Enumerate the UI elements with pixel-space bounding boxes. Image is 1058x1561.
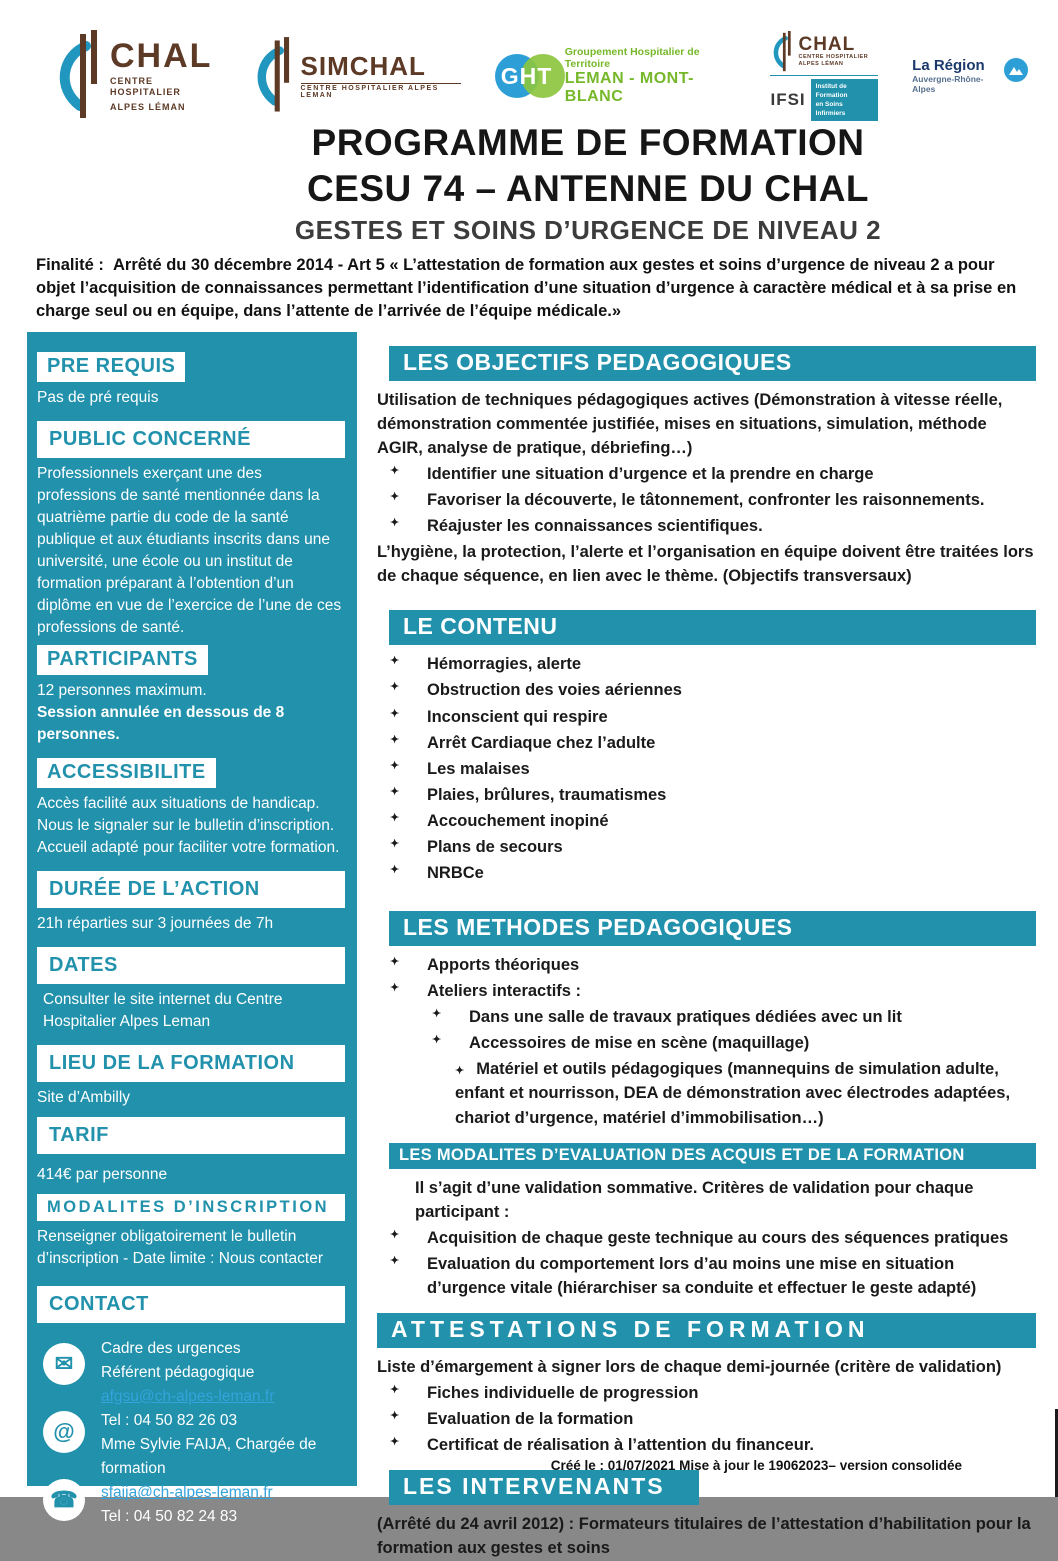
public-concerne-text: Professionnels exerçant une des professions de santé mentionnée dans la quatrième partie du code de la santé publique et aux étudiants inscrits dans une université, une école ou un institut de formation préparant à l’obtention d’un diplôme en vue de l’exercice de l’une de ces professions de santé.	[37, 464, 342, 636]
pre-requis-text: Pas de pré requis	[37, 388, 159, 406]
tarif-text: 414€ par personne	[37, 1165, 168, 1183]
ifsi-acronym: IFSI	[770, 90, 806, 109]
heading-public-concerne: PUBLIC CONCERNÉ	[37, 421, 345, 458]
simchal-logo-sub: CENTRE HOSPITALIER ALPES LEMAN	[301, 83, 461, 99]
contact-role1: Cadre des urgences	[101, 1339, 241, 1357]
ifsi-inst2: en Soins Infirmiers	[815, 101, 846, 118]
objectifs-item: ✦ Identifier une situation d’urgence et la prendre en charge	[377, 462, 1036, 486]
email-link-sfaija[interactable]: sfaija@ch-alpes-leman.fr	[101, 1483, 273, 1501]
email-link-afgsu[interactable]: afgsu@ch-alpes-leman.fr	[101, 1387, 275, 1405]
contenu-item: ✦ Arrêt Cardiaque chez l’adulte	[377, 731, 1036, 755]
page-title-line1: PROGRAMME DE FORMATION	[311, 122, 865, 163]
attestations-item: ✦ Certificat de réalisation à l’attention du financeur.	[377, 1433, 1036, 1457]
duree-text: 21h réparties sur 3 journées de 7h	[37, 914, 274, 932]
section-methodes	[377, 911, 1036, 1130]
section-contact	[37, 1286, 345, 1529]
simchal-logo	[251, 33, 461, 119]
chal-logo-sub2: ALPES LÉMAN	[110, 101, 186, 112]
participants-text-bold: Session annulée en dessous de 8 personnes.	[37, 703, 285, 743]
methodes-item: ✦ Apports théoriques	[377, 953, 1036, 977]
ght-logo-line1: Groupement Hospitalier de Territoire	[564, 46, 700, 70]
at-icon: @	[43, 1411, 85, 1453]
chal-logo-sub1: CENTRE HOSPITALIER	[110, 76, 181, 98]
objectifs-item: ✦ Réajuster les connaissances scientifiques.	[377, 514, 1036, 538]
heading-participants: PARTICIPANTS	[37, 645, 208, 675]
heading-intervenants: LES INTERVENANTS	[389, 1470, 699, 1505]
ifsi-inst1: Institut de Formation	[815, 82, 848, 99]
section-participants	[37, 645, 345, 746]
section-dates	[37, 947, 345, 1033]
heading-contenu: LE CONTENU	[389, 610, 1036, 645]
section-objectifs	[377, 346, 1036, 589]
contenu-item: ✦ Hémorragies, alerte	[377, 652, 1036, 676]
contenu-item: ✦ Les malaises	[377, 757, 1036, 781]
heading-accessibilite: ACCESSIBILITE	[37, 758, 216, 788]
section-modalites-inscription	[37, 1194, 345, 1270]
heading-objectifs: LES OBJECTIFS PEDAGOGIQUES	[389, 346, 1036, 381]
chal-logo	[52, 30, 217, 122]
region-line1: La Région	[912, 56, 985, 74]
mail-icon: ✉	[43, 1343, 85, 1385]
finalite-text: Arrêté du 30 décembre 2014 - Art 5 « L’attestation de formation aux gestes et soins d’urgence de niveau 2 a pour objet l’acquisition de connaissances permettant l’identification d’une situation d’urgence à caractère médical et à sa prise en charge seul ou en équipe, dans l’attente de l’arrivée de l’équipe médicale.»	[36, 255, 1017, 321]
sidebar	[27, 332, 357, 1525]
lieu-text: Site d’Ambilly	[37, 1088, 131, 1106]
participants-text: 12 personnes maximum.	[37, 681, 207, 699]
document-footer: Créé le : 01/07/2021 Mise à jour le 19062023– version consolidée	[550, 1458, 962, 1473]
main-content	[377, 346, 1036, 1558]
contact-block	[37, 1337, 345, 1529]
heading-dates: DATES	[37, 947, 345, 984]
simchal-logo-mark	[251, 33, 295, 119]
contenu-item: ✦ Obstruction des voies aériennes	[377, 678, 1036, 702]
contenu-item: ✦ NRBCe	[377, 861, 1036, 885]
accessibilite-text: Accès facilité aux situations de handicap. Nous le signaler sur le bulletin d’inscription. Accueil adapté pour faciliter votre formation.	[37, 794, 340, 856]
heading-modalites-inscription: MODALITES D’INSCRIPTION	[37, 1194, 345, 1221]
contact-role2: Référent pédagogique	[101, 1363, 255, 1381]
modalites-evaluation-intro: Il s’agit d’une validation sommative. Critères de validation pour chaque participant :	[415, 1178, 974, 1221]
section-lieu	[37, 1045, 345, 1109]
methodes-sub-sub-item: ✦ Matériel et outils pédagogiques (mannequins de simulation adulte, enfant et nourrisson, DEA de démonstration avec électrodes adaptées, chariot d’urgence, matériel d’immobilisation…)	[455, 1057, 1036, 1129]
contenu-item: ✦ Inconscient qui respire	[377, 705, 1036, 729]
methodes-item: ✦ Ateliers interactifs :	[377, 979, 1036, 1003]
contact-person: Mme Sylvie FAIJA, Chargée de formation	[101, 1435, 317, 1477]
modalites-evaluation-item: ✦ Acquisition de chaque geste technique au cours des séquences pratiques	[377, 1226, 1036, 1250]
finalite-label: Finalité :	[36, 255, 104, 274]
section-contenu	[377, 610, 1036, 885]
chal-logo-name: CHAL	[110, 37, 213, 76]
section-accessibilite	[37, 758, 345, 859]
section-attestations	[377, 1313, 1036, 1457]
ght-logo-line2: LEMAN - MONT-BLANC	[564, 70, 694, 105]
chal-logo-mark	[52, 30, 104, 122]
simchal-logo-name: SIMCHAL	[300, 51, 426, 81]
heading-duree: DURÉE DE L’ACTION	[37, 871, 345, 908]
region-logo	[912, 58, 1028, 95]
heading-lieu: LIEU DE LA FORMATION	[37, 1045, 345, 1082]
objectifs-item: ✦ Favoriser la découverte, le tâtonnement, confronter les raisonnements.	[377, 488, 1036, 512]
ifsi-chal-sub2: ALPES LÉMAN	[798, 61, 844, 68]
dates-text: Consulter le site internet du Centre Hospitalier Alpes Leman	[43, 990, 283, 1030]
contact-tel1: Tel : 04 50 82 26 03	[101, 1411, 238, 1429]
contenu-item: ✦ Plaies, brûlures, traumatismes	[377, 783, 1036, 807]
mountain-icon	[1004, 58, 1028, 82]
objectifs-outro: L’hygiène, la protection, l’alerte et l’organisation en équipe doivent être traitées lors de chaque séquence, en lien avec le thème. (Objectifs transversaux)	[377, 543, 1034, 586]
title-block	[0, 120, 1058, 246]
ifsi-chal-sub1: CENTRE HOSPITALIER	[798, 54, 869, 61]
heading-contact: CONTACT	[37, 1286, 345, 1323]
heading-pre-requis: PRE REQUIS	[37, 352, 185, 382]
page-subtitle: GESTES ET SOINS D’URGENCE DE NIVEAU 2	[294, 214, 882, 245]
page-title-line2: CESU 74 – ANTENNE DU CHAL	[306, 168, 870, 210]
attestations-item: ✦ Fiches individuelle de progression	[377, 1381, 1036, 1405]
contenu-item: ✦ Accouchement inopiné	[377, 809, 1036, 833]
attestations-item: ✦ Evaluation de la formation	[377, 1407, 1036, 1431]
section-public-concerne	[37, 421, 345, 639]
heading-methodes: LES METHODES PEDAGOGIQUES	[389, 911, 1036, 946]
objectifs-intro: Utilisation de techniques pédagogiques actives (Démonstration à vitesse réelle, démonstration commentée justifiée, mises en situations, simulation, méthode AGIR, analyse de pratique, débriefing…)	[377, 390, 1003, 457]
ifsi-chal-name: CHAL	[798, 34, 856, 56]
ifsi-chal-mark	[770, 31, 794, 73]
region-line2: Auvergne-Rhône-Alpes	[912, 74, 984, 95]
ght-logo-mark	[495, 53, 559, 99]
finalite-paragraph	[36, 254, 1032, 324]
section-intervenants	[377, 1470, 1036, 1560]
intervenants-text: (Arrêté du 24 avril 2012) : Formateurs titulaires de l’attestation d’habilitation pour la formation aux gestes et soins	[377, 1515, 1031, 1558]
ght-logo-acronym: GHT	[500, 63, 553, 89]
modalites-inscription-text: Renseigner obligatoirement le bulletin d’inscription - Date limite : Nous contacter	[37, 1227, 324, 1267]
ght-logo	[495, 46, 737, 106]
phone-icon: ☎	[43, 1479, 85, 1521]
ifsi-logo	[770, 31, 878, 121]
logos-row	[0, 0, 1058, 118]
modalites-evaluation-item: ✦ Evaluation du comportement lors d’au moins une mise en situation d’urgence vitale (hiérarchiser sa conduite et effectuer le geste adapté)	[377, 1252, 1036, 1300]
heading-tarif: TARIF	[37, 1117, 345, 1154]
section-duree	[37, 871, 345, 935]
section-pre-requis	[37, 352, 345, 409]
heading-modalites-evaluation: LES MODALITES D’EVALUATION DES ACQUIS ET DE LA FORMATION	[389, 1143, 1036, 1169]
heading-attestations: ATTESTATIONS DE FORMATION	[377, 1313, 1036, 1348]
section-tarif	[37, 1117, 345, 1186]
section-modalites-evaluation	[377, 1143, 1036, 1300]
contact-tel2: Tel : 04 50 82 24 83	[101, 1507, 238, 1525]
methodes-sub-item: ✦ Accessoires de mise en scène (maquillage)	[419, 1031, 1036, 1055]
contenu-item: ✦ Plans de secours	[377, 835, 1036, 859]
attestations-intro: Liste d’émargement à signer lors de chaque demi-journée (critère de validation)	[377, 1358, 1002, 1377]
methodes-sub-item: ✦ Dans une salle de travaux pratiques dédiées avec un lit	[419, 1005, 1036, 1029]
